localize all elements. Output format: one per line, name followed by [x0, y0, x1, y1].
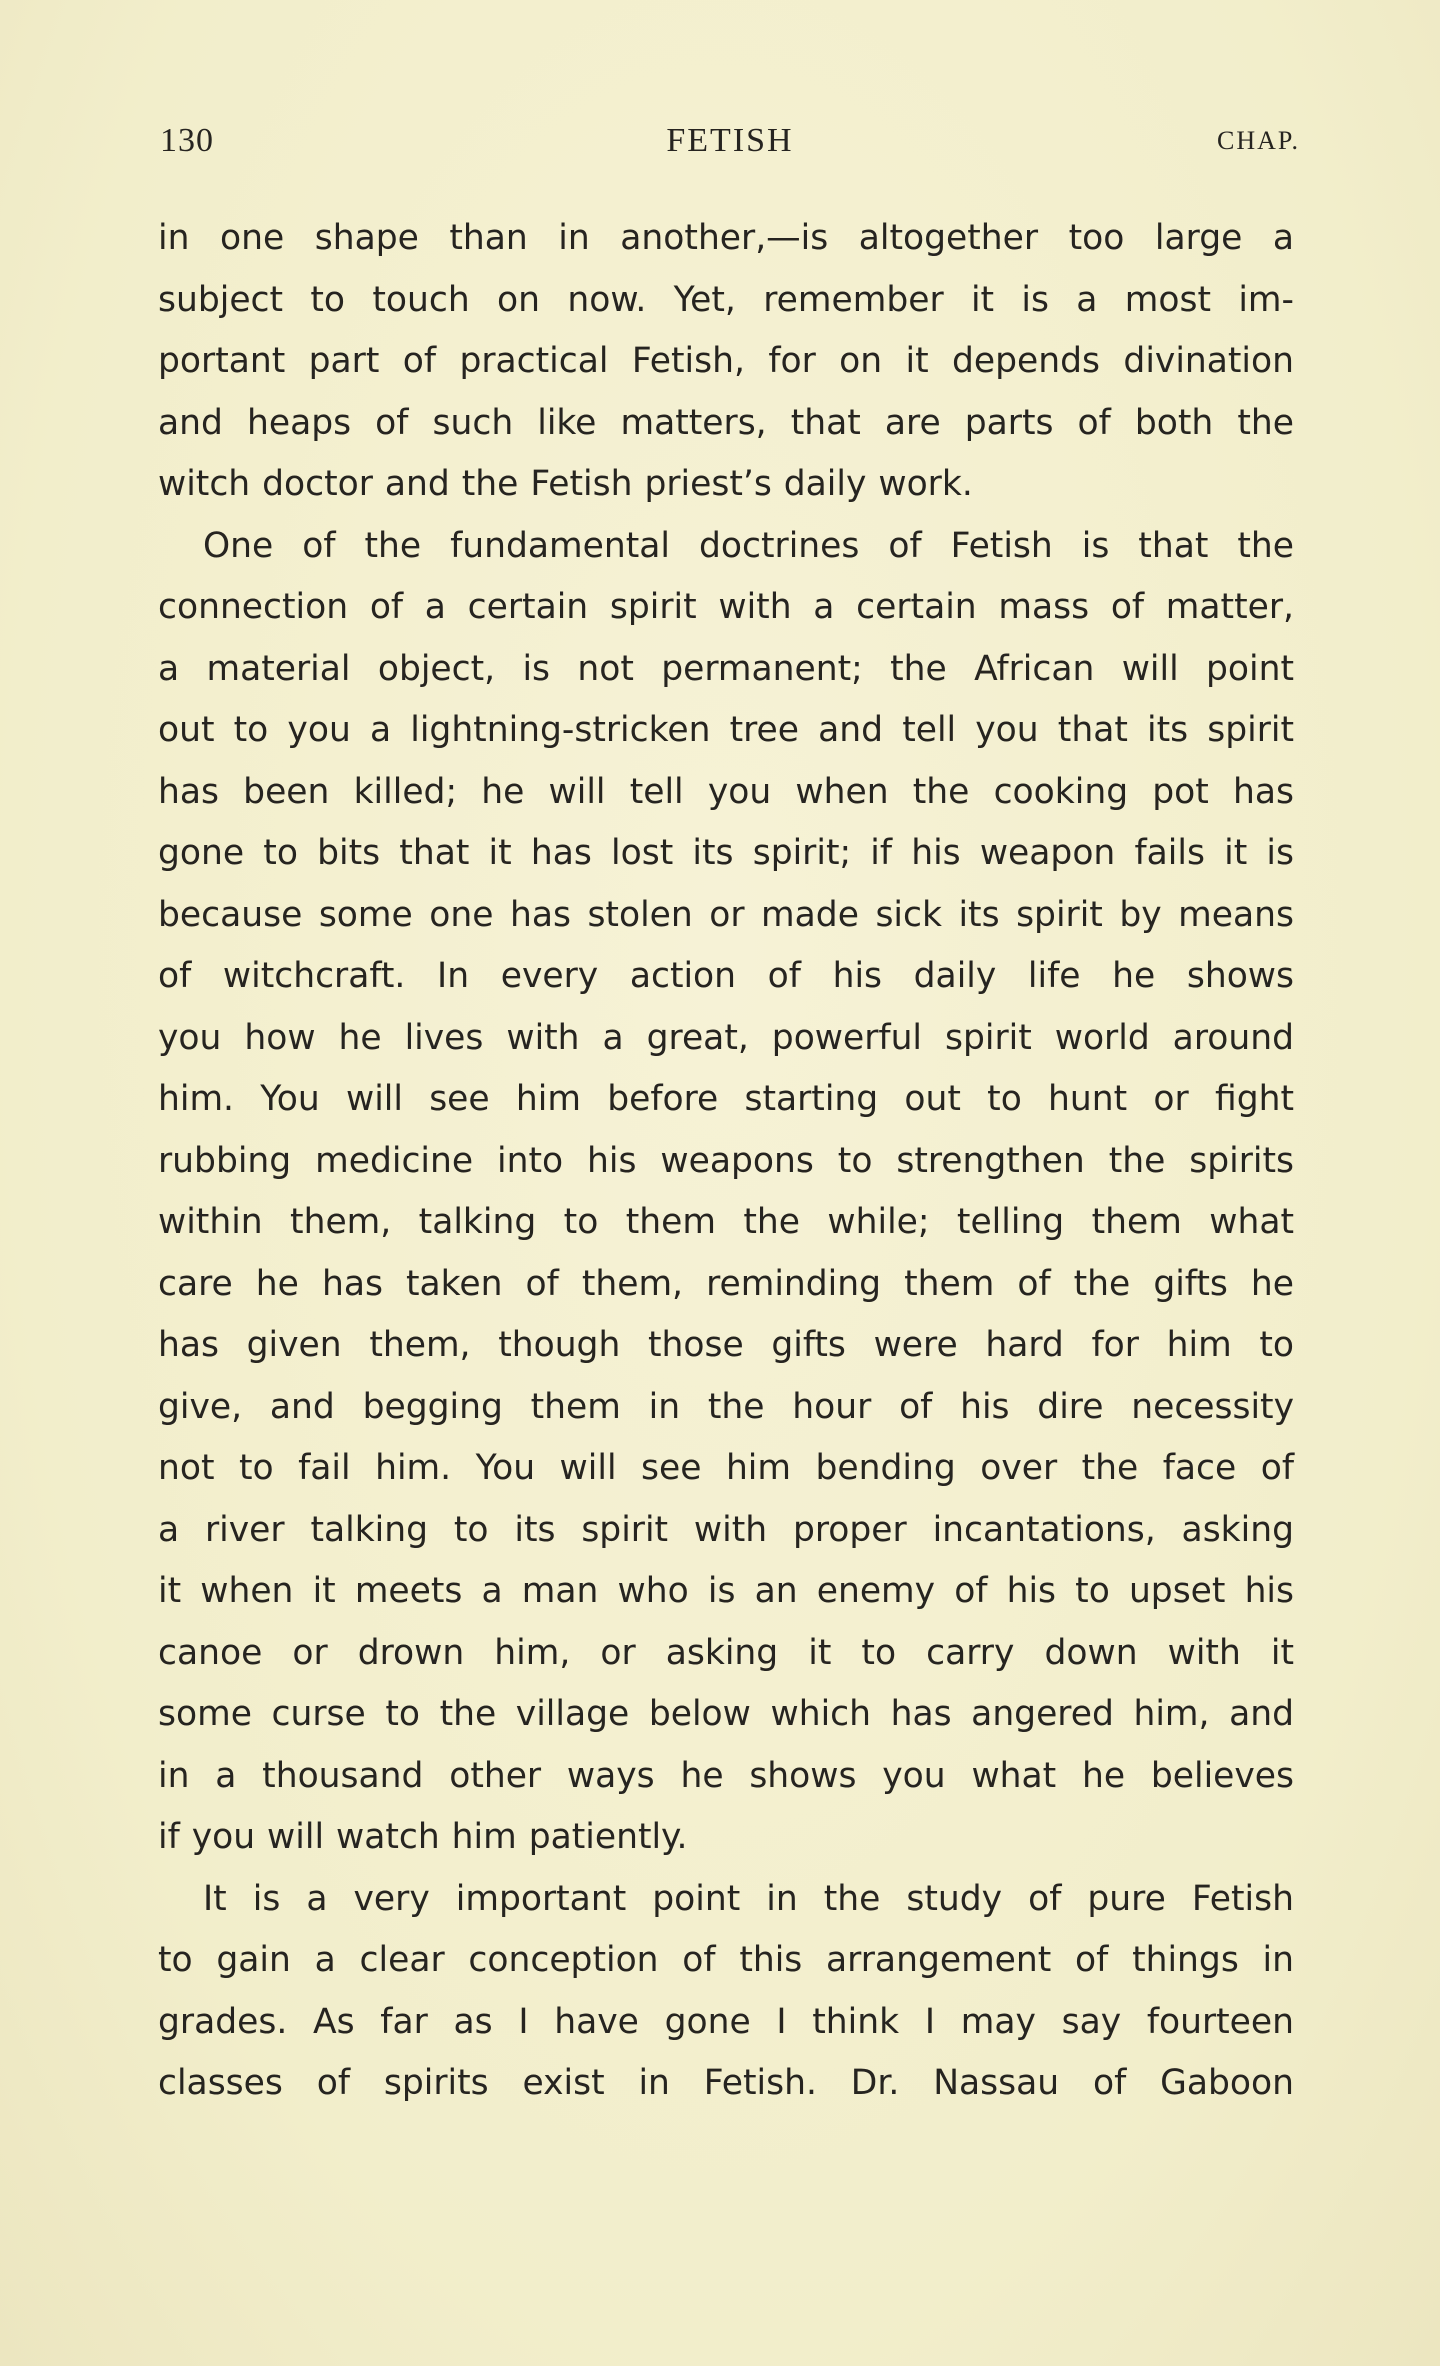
text-line: subject to touch on now. Yet, remember it is a most im- [158, 279, 1294, 320]
text-line: portant part of practical Fetish, for on it depends divination [158, 341, 1294, 381]
text-line: to gain a clear conception of this arrangement of things in [158, 1940, 1294, 1980]
text-line: rubbing medicine into his weapons to strengthen the spirits [158, 1140, 1294, 1181]
paragraph-start-line: One of the fundamental doctrines of Fetish is that the [203, 525, 1294, 566]
page-number: 130 [160, 122, 214, 159]
text-line: it when it meets a man who is an enemy of his to upset his [158, 1571, 1294, 1611]
text-line: not to fail him. You will see him bending over the face of [158, 1448, 1294, 1488]
text-line: grades. As far as I have gone I think I may say fourteen [158, 2001, 1294, 2042]
text-line: in one shape than in another,—is altogether too large a [158, 218, 1294, 258]
text-line: and heaps of such like matters, that are parts of both the [158, 402, 1294, 443]
text-line: within them, talking to them the while; telling them what [158, 1202, 1294, 1242]
text-line: out to you a lightning-stricken tree and tell you that its spirit [158, 710, 1294, 750]
paragraph-start-line: It is a very important point in the study of pure Fetish [203, 1878, 1294, 1919]
text-line: in a thousand other ways he shows you what he believes [158, 1755, 1294, 1796]
text-line: connection of a certain spirit with a certain mass of matter, [158, 587, 1294, 627]
text-line: him. You will see him before starting out to hunt or fight [158, 1079, 1294, 1119]
text-line: classes of spirits exist in Fetish. Dr. Nassau of Gaboon [158, 2063, 1294, 2103]
text-line: give, and begging them in the hour of his dire necessity [158, 1386, 1294, 1427]
text-line: canoe or drown him, or asking it to carry down with it [158, 1632, 1294, 1673]
text-line: care he has taken of them, reminding them of the gifts he [158, 1263, 1294, 1304]
text-line: gone to bits that it has lost its spirit; if his weapon fails it is [158, 833, 1294, 873]
running-title: FETISH [666, 122, 794, 159]
text-line: because some one has stolen or made sick its spirit by means [158, 894, 1294, 935]
text-line: a river talking to its spirit with proper incantations, asking [158, 1509, 1294, 1550]
text-line: if you will watch him patiently. [158, 1817, 688, 1857]
text-line: has given them, though those gifts were hard for him to [158, 1325, 1294, 1365]
text-line: some curse to the village below which has angered him, and [158, 1694, 1294, 1734]
body-text [158, 208, 1294, 2115]
text-line: witch doctor and the Fetish priest’s daily work. [158, 464, 973, 504]
text-line: has been killed; he will tell you when the cooking pot has [158, 771, 1294, 812]
text-line: a material object, is not permanent; the African will point [158, 648, 1294, 689]
text-line: of witchcraft. In every action of his daily life he shows [158, 956, 1294, 996]
text-line: you how he lives with a great, powerful spirit world around [158, 1017, 1294, 1058]
chapter-label: CHAP. [1217, 126, 1300, 155]
running-head [160, 122, 1300, 172]
